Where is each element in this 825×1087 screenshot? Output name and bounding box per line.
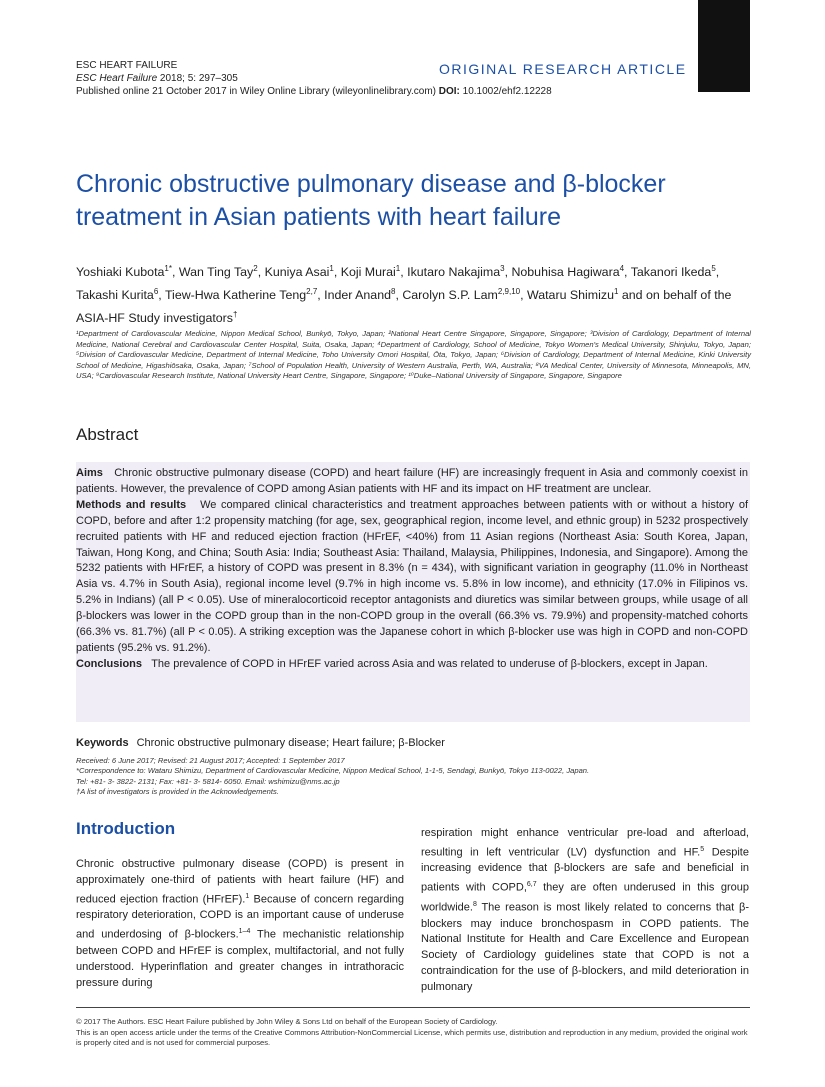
received-dates: Received: 6 June 2017; Revised: 21 August 2017; Accepted: 1 September 2017: [76, 756, 345, 765]
keywords-text: Chronic obstructive pulmonary disease; Heart failure; β-Blocker: [136, 737, 445, 749]
intro-left-column: [76, 857, 404, 992]
contact-info: Tel: +81- 3- 3822- 2131; Fax: +81- 3- 5814- 6050. Email: wshimizu@nms.ac.jp: [76, 776, 340, 786]
doi-link[interactable]: 10.1002/ehf2.12228: [459, 86, 552, 97]
author-group-sup: †: [233, 310, 238, 320]
author-affiliation-sup: 6: [153, 287, 159, 297]
abstract-heading: Abstract: [76, 425, 139, 444]
journal-name: ESC HEART FAILURE: [76, 60, 178, 71]
page-corner-tab: [698, 0, 750, 92]
keywords-label: Keywords: [76, 737, 129, 749]
author-list: [76, 259, 751, 328]
author-name: Wan Ting Tay: [178, 265, 254, 280]
author-affiliation-sup: 2: [253, 264, 258, 273]
abstract-body: [76, 466, 748, 673]
author-affiliation-sup: 1: [613, 287, 619, 297]
author-name: Wataru Shimizu: [526, 288, 614, 303]
author-affiliation-sup: 1: [395, 264, 401, 273]
article-dates: [76, 756, 751, 798]
footer-divider: [76, 1007, 750, 1008]
author-affiliation-sup: 1: [329, 264, 334, 273]
abstract-conclusions: Conclusions The prevalence of COPD in HFrEF varied across Asia and was related to underuse of β-blockers, except in Japan.: [76, 657, 708, 670]
license: This is an open access article under the terms of the Creative Commons Attribution-NonCommercial License, which permits use, distribution and reproduction in any medium, provided the original work is properly cited and is not used for commercial purposes.: [76, 1027, 748, 1048]
author-affiliation-sup: 8: [391, 287, 396, 297]
correspondence: *Correspondence to: Wataru Shimizu, Department of Cardiovascular Medicine, Nippon Medical School, 1-1-5, Sendagi, Bunkyō, Tokyo 113-0022, Japan.: [76, 766, 590, 776]
author-affiliation-sup: 2,7: [306, 287, 318, 297]
abstract-aims: Aims Chronic obstructive pulmonary disease (COPD) and heart failure (HF) are increasingly frequent in Asia and commonly coexist in patients. However, the prevalence of COPD among Asian patients with HF and its impact on HF treatment are unclear.: [76, 467, 748, 495]
author-affiliation-sup: 3: [500, 264, 505, 273]
keywords: [76, 737, 445, 749]
author-name: Nobuhisa Hagiwara: [511, 265, 620, 280]
intro-right-column: [421, 826, 749, 996]
author-name: Tiew-Hwa Katherine Teng: [164, 288, 307, 303]
author-affiliation-sup: 4: [619, 264, 625, 273]
copyright: © 2017 The Authors. ESC Heart Failure published by John Wiley & Sons Ltd on behalf of the European Society of Cardiology.: [76, 1017, 498, 1026]
author-affiliation-sup: 5: [711, 264, 716, 273]
article-type-label: ORIGINAL RESEARCH ARTICLE: [439, 61, 687, 77]
author-name: Inder Anand: [324, 288, 391, 303]
author-name: Koji Murai: [340, 265, 396, 280]
author-group: and on behalf of the ASIA-HF Study investigators: [76, 288, 732, 326]
introduction-heading: Introduction: [76, 819, 176, 838]
citation: ESC Heart Failure 2018; 5: 297–305: [76, 73, 238, 84]
author-name: Yoshiaki Kubota: [76, 265, 165, 280]
author-name: Takanori Ikeda: [630, 265, 712, 280]
investigators-note: †A list of investigators is provided in the Acknowledgements.: [76, 787, 279, 797]
publication-info: Published online 21 October 2017 in Wiley Online Library (wileyonlinelibrary.com) DOI: 10.1002/ehf2.12228: [76, 86, 552, 97]
author-affiliation-sup: 1*: [164, 264, 172, 273]
author-name: Takashi Kurita: [76, 288, 154, 303]
article-title: Chronic obstructive pulmonary disease and β-blocker treatment in Asian patients with heart failure: [76, 170, 666, 231]
author-name: Kuniya Asai: [264, 265, 330, 280]
intro-paragraph-cont: respiration might enhance ventricular pre-load and afterload, resulting in left ventricular (LV) dysfunction and HF.$^5$ Despite increasing evidence that β-blockers are safe and beneficial in patients with COPD,$^{6,7}$ they are often underused in this group worldwide.$^8$ The reason is most likely related to concerns that β-blockers may induce bronchospasm in COPD patients. The National Institute for Health and Care Excellence and European Society of Cardiology guidelines state that COPD is not a contraindication for the use of β-blockers, and mild deterioration in pulmonary: [421, 827, 749, 994]
affiliations: ¹Department of Cardiovascular Medicine, Nippon Medical School, Bunkyō, Tokyo, Japan; ²National Heart Centre Singapore, Singapore, Singapore; ³Division of Cardiology, Department of Internal Medicine, National Cerebral and Cardiovascular Center Hospital, Suita, Osaka, Japan; ⁴Department of Cardiology, School of Medicine, Tokyo Women's Medical University, Shinjuku, Tokyo, Japan; ⁵Division of Cardiovascular Medicine, Department of Internal Medicine, Toho University Omori Hospital, Ōta, Tokyo, Japan; ⁶Division of Cardiology, Department of Internal Medicine, Kinki University School of Medicine, Higashiōsaka, Osaka, Japan; ⁷School of Population Health, University of Western Australia, Perth, WA, Australia; ⁸VA Medical Center, University of Minnesota, Minneapolis, MN, USA; ⁹Cardiovascular Research Institute, National University Heart Centre, Singapore, Singapore; ¹⁰Duke–National University of Singapore, Singapore, Singapore: [76, 329, 751, 381]
intro-paragraph: Chronic obstructive pulmonary disease (COPD) is present in approximately one-third of patients with heart failure (HF) and reduced ejection fraction (HFrEF).$^1$ Because of concern regarding respiratory deterioration, COPD is an important cause of underuse and underdosing of β-blockers.$^{1-4}$ The mechanistic relationship between COPD and HFrEF is complex, multifactorial, and not fully understood. Hyperinflation and greater changes in intrathoracic pressure during: [76, 858, 405, 989]
author-names: Yoshiaki Kubota$^{1*}$, Wan Ting Tay$^2$, Kuniya Asai$^1$, Koji Murai$^1$, Ikutaro Nakajima$^3$, Nobuhisa Hagiwara$^4$, Takanori Ikeda$^5$, Takashi Kurita$^6$, Tiew-Hwa Katherine Teng$^{2,7}$, Inder Anand$^8$, Carolyn S.P. Lam$^{2,9,10}$, Wataru Shimizu$^1$: [76, 264, 720, 303]
abstract-methods: Methods and results We compared clinical characteristics and treatment approaches between patients with or without a history of COPD, before and after 1:2 propensity matching (for age, sex, geographical region, income level, and ethnic group) in 5232 prospectively recruited patients with HF and reduced ejection fraction (HFrEF, <40%) from 11 Asian regions (Northeast Asia: South Korea, Japan, Taiwan, Hong Kong, and China; South Asia: India; Southeast Asia: Thailand, Malaysia, Philippines, Indonesia, and Singapore). Among the 5232 patients with HFrEF, a history of COPD was present in 8.3% (n = 434), with significant variation in geography (11.0% in Northeast Asia vs. 4.7% in South Asia), regional income level (9.7% in high income vs. 5.8% in low income), and ethnicity (17.0% in Filipinos vs. 5.2% in Indians) (all P < 0.05). Use of mineralocorticoid receptor antagonists and diuretics was similar between groups, while usage of all β-blockers was lower in the COPD group than in the non-COPD group in the overall (66.3% vs. 79.9%) and propensity-matched cohorts (66.3% vs. 81.7%) (all P < 0.05). A striking exception was the Japanese cohort in which β-blocker use was high in COPD and non-COPD patients (95.2% vs. 91.2%).: [76, 498, 749, 654]
footer: [76, 1017, 750, 1049]
author-affiliation-sup: 2,9,10: [497, 287, 521, 297]
author-name: Ikutaro Nakajima: [407, 265, 501, 280]
author-name: Carolyn S.P. Lam: [402, 288, 498, 303]
